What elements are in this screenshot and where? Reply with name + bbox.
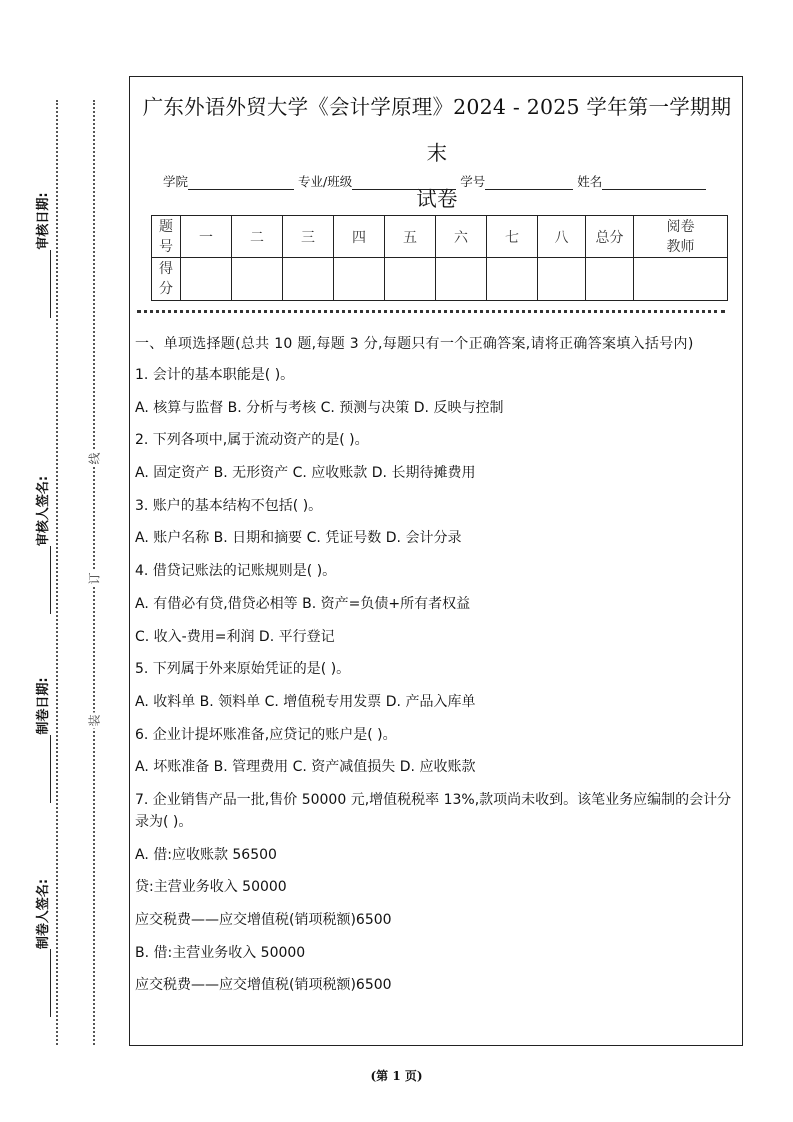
score-row-label: 得 分 — [152, 258, 181, 301]
score-header-row — [152, 216, 728, 258]
score-cell-header: 总分 — [586, 216, 634, 258]
college-label: 学院 — [163, 174, 189, 189]
section-heading: 一、单项选择题(总共 10 题,每题 3 分,每题只有一个正确答案,请将正确答案填入括号内) — [135, 336, 694, 352]
score-input-cell[interactable] — [436, 258, 487, 301]
option-line: 贷:主营业务收入 50000 — [135, 879, 287, 896]
score-input-cell[interactable] — [334, 258, 385, 301]
score-cell-header: 三 — [283, 216, 334, 258]
score-cell-header: 六 — [436, 216, 487, 258]
score-input-cell[interactable] — [283, 258, 334, 301]
score-input-cell[interactable] — [181, 258, 232, 301]
score-input-cell[interactable] — [586, 258, 634, 301]
score-cell-header: 题 号 — [152, 216, 181, 258]
option-line: B. 借:主营业务收入 50000 — [135, 944, 306, 961]
score-input-cell[interactable] — [538, 258, 586, 301]
option-line: A. 坏账准备 B. 管理费用 C. 资产减值损失 D. 应收账款 — [135, 759, 476, 776]
college-input[interactable] — [188, 175, 294, 190]
score-input-cell[interactable] — [487, 258, 538, 301]
score-input-cell[interactable] — [634, 258, 728, 301]
option-line: 应交税费——应交增值税(销项税额)6500 — [135, 977, 392, 994]
question-line: 2. 下列各项中,属于流动资产的是( )。 — [135, 432, 369, 449]
option-line: A. 固定资产 B. 无形资产 C. 应收账款 D. 长期待摊费用 — [135, 465, 476, 482]
score-table — [151, 215, 728, 301]
option-line: C. 收入-费用=利润 D. 平行登记 — [135, 628, 335, 645]
binding-mark-staple: 订 — [87, 572, 102, 585]
score-cell-header: 四 — [334, 216, 385, 258]
name-input[interactable] — [602, 175, 706, 190]
dotted-line-outer — [56, 100, 58, 1045]
question-line: 3. 账户的基本结构不包括( )。 — [135, 497, 323, 514]
section-separator — [137, 310, 725, 313]
option-line: A. 收料单 B. 领料单 C. 增值税专用发票 D. 产品入库单 — [135, 693, 476, 710]
exam-title — [137, 84, 737, 222]
major-input[interactable] — [352, 175, 456, 190]
score-cell-header: 八 — [538, 216, 586, 258]
question-line: 6. 企业计提坏账准备,应贷记的账户是( )。 — [135, 726, 397, 743]
question-line: 5. 下列属于外来原始凭证的是( )。 — [135, 661, 351, 678]
score-cell-header: 二 — [232, 216, 283, 258]
question-7: 7. 企业销售产品一批,售价 50000 元,增值税税率 13%,款项尚未收到。该笔业务应编制的会计分录为( )。 — [135, 791, 732, 830]
student-info-row — [163, 172, 723, 190]
question-line: 1. 会计的基本职能是( )。 — [135, 367, 295, 383]
major-label: 专业/班级 — [298, 174, 353, 189]
option-line: A. 核算与监督 B. 分析与考核 C. 预测与决策 D. 反映与控制 — [135, 399, 504, 416]
name-label: 姓名 — [577, 174, 603, 189]
score-value-row — [152, 258, 728, 301]
score-cell-header: 五 — [385, 216, 436, 258]
exam-body — [135, 333, 741, 1007]
title-line-1: 广东外语外贸大学《会计学原理》2024 - 2025 学年第一学期期末 — [142, 95, 732, 165]
page-number: (第 1 页) — [370, 1069, 423, 1083]
option-line: A. 账户名称 B. 日期和摘要 C. 凭证号数 D. 会计分录 — [135, 530, 462, 547]
title-line-2: 试卷 — [416, 187, 458, 211]
score-input-cell[interactable] — [232, 258, 283, 301]
binding-mark-line: 线 — [87, 452, 102, 465]
student-id-label: 学号 — [460, 174, 486, 189]
option-line: A. 有借必有贷,借贷必相等 B. 资产=负债+所有者权益 — [135, 595, 471, 612]
question-line: 4. 借贷记账法的记账规则是( )。 — [135, 563, 337, 580]
binding-sidebar: 审核日期: 审核人签名: 制卷日期: 制卷人签名: 线 订 装 — [0, 0, 125, 1122]
option-line: A. 借:应收账款 56500 — [135, 846, 277, 863]
score-cell-header: 阅卷 教师 — [634, 216, 728, 258]
student-id-input[interactable] — [485, 175, 573, 190]
option-line: 应交税费——应交增值税(销项税额)6500 — [135, 912, 392, 928]
score-cell-header: 一 — [181, 216, 232, 258]
score-cell-header: 七 — [487, 216, 538, 258]
score-input-cell[interactable] — [385, 258, 436, 301]
binding-mark-bind: 装 — [87, 714, 102, 727]
